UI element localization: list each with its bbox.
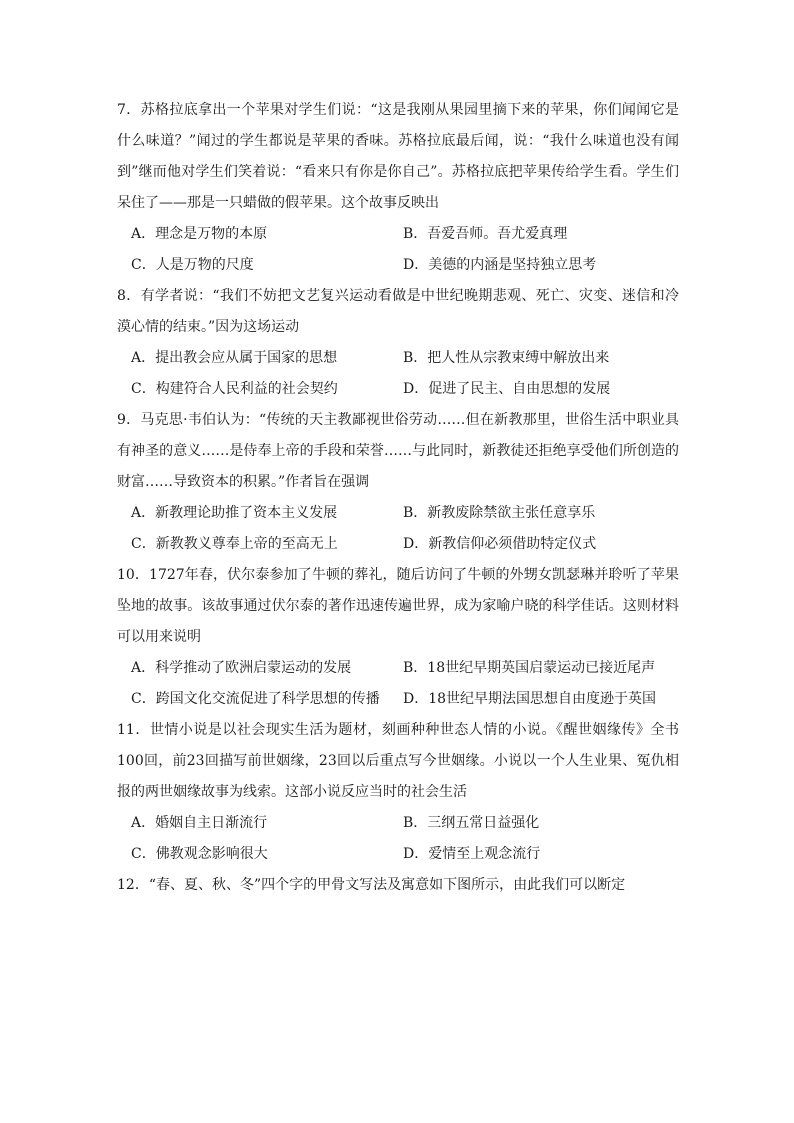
option-a: A．提出教会应从属于国家的思想	[131, 350, 338, 366]
option-grid	[117, 653, 679, 715]
option-d: D．爱情至上观念流行	[403, 846, 541, 862]
option-a: A．新教理论助推了资本主义发展	[131, 505, 338, 521]
option-a: A．科学推动了欧洲启蒙运动的发展	[131, 660, 352, 676]
question-11	[117, 715, 679, 870]
question-10	[117, 560, 679, 715]
option-b: B．三纲五常日益强化	[403, 815, 540, 831]
option-b: B．吾爱吾师。吾尤爱真理	[403, 226, 568, 242]
option-d: D．新教信仰必须借助特定仪式	[403, 536, 597, 552]
option-a: A．婚姻自主日渐流行	[131, 815, 268, 831]
option-c: C．构建符合人民利益的社会契约	[131, 381, 338, 397]
option-c: C．新教教义尊奉上帝的至高无上	[131, 536, 338, 552]
option-a: A．理念是万物的本原	[131, 226, 268, 242]
question-stem: 10．1727年春，伏尔泰参加了牛顿的葬礼，随后访问了牛顿的外甥女凯瑟琳并聆听了苹果坠地的故事。该故事通过伏尔泰的著作迅速传遍世界，成为家喻户晓的科学佳话。这则材料可以用来说明	[117, 567, 679, 645]
question-list	[117, 95, 679, 901]
option-c: C．人是万物的尺度	[131, 257, 254, 273]
question-stem: 9．马克思·韦伯认为：“传统的天主教鄙视世俗劳动……但在新教那里，世俗生活中职业具有神圣的意义……是侍奉上帝的手段和荣誉……与此同时，新教徒还拒绝享受他们所创造的财富……导致资本的积累。”作者旨在强调	[117, 412, 679, 490]
option-d: D．18世纪早期法国思想自由度逊于英国	[403, 691, 657, 707]
question-12	[117, 870, 679, 901]
option-c: C．佛教观念影响很大	[131, 846, 268, 862]
question-stem: 11．世情小说是以社会现实生活为题材，刻画种种世态人情的小说。《醒世姻缘传》全书100回，前23回描写前世姻缘，23回以后重点写今世姻缘。小说以一个人生业果、冤仇相报的两世姻缘故事为线索。这部小说反应当时的社会生活	[117, 722, 679, 800]
option-grid	[117, 498, 679, 560]
question-stem: 8．有学者说：“我们不妨把文艺复兴运动看做是中世纪晚期悲观、死亡、灾变、迷信和冷漠心情的结束。”因为这场运动	[117, 288, 679, 335]
option-grid	[117, 343, 679, 405]
question-9	[117, 405, 679, 560]
option-c: C．跨国文化交流促进了科学思想的传播	[131, 691, 380, 707]
question-stem: 12．“春、夏、秋、冬”四个字的甲骨文写法及寓意如下图所示，由此我们可以断定	[117, 877, 626, 893]
option-b: B．18世纪早期英国启蒙运动已接近尾声	[403, 660, 656, 676]
option-grid	[117, 219, 679, 281]
question-8	[117, 281, 679, 405]
question-7	[117, 95, 679, 281]
option-d: D．美德的内涵是坚持独立思考	[403, 257, 597, 273]
option-d: D．促进了民主、自由思想的发展	[403, 381, 611, 397]
option-b: B．新教废除禁欲主张任意享乐	[403, 505, 596, 521]
option-grid	[117, 808, 679, 870]
option-b: B．把人性从宗教束缚中解放出来	[403, 350, 610, 366]
question-stem: 7．苏格拉底拿出一个苹果对学生们说：“这是我刚从果园里摘下来的苹果，你们闻闻它是什么味道？”闻过的学生都说是苹果的香味。苏格拉底最后闻，说：“我什么味道也没有闻到”继而他对学生们笑着说：“看来只有你是你自己”。苏格拉底把苹果传给学生看。学生们呆住了——那是一只蜡做的假苹果。这个故事反映出	[117, 102, 679, 211]
